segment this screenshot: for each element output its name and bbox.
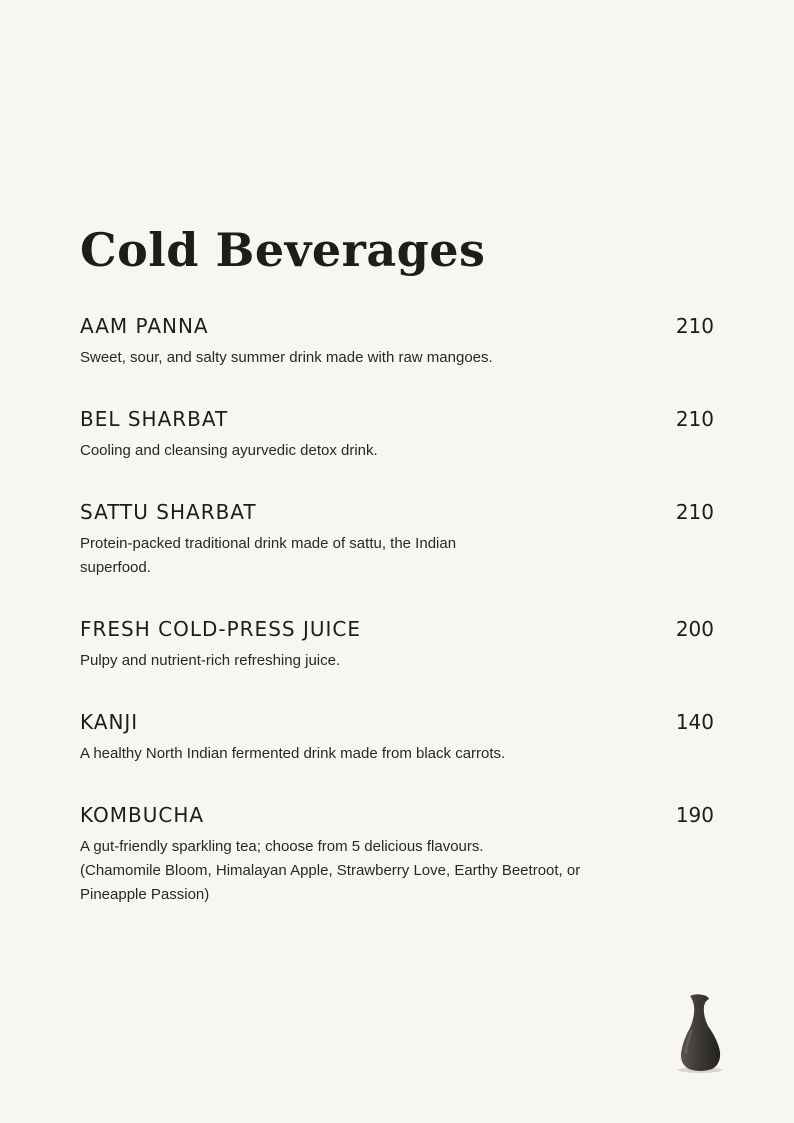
page-title: Cold Beverages [80, 223, 486, 277]
menu-item-price: 210 [675, 500, 714, 524]
menu-item-description: Sweet, sour, and salty summer drink made with raw mangoes. [80, 349, 493, 366]
menu-item-cold-press-juice [80, 615, 714, 673]
menu-item-header [80, 708, 714, 736]
menu-item-description: Pulpy and nutrient-rich refreshing juice. [80, 652, 341, 669]
menu-item-price: 140 [675, 710, 714, 734]
menu-item-kombucha [80, 801, 714, 907]
menu-item-header [80, 498, 714, 526]
menu-item-description: A gut-friendly sparkling tea; choose from 5 delicious flavours. (Chamomile Bloom, Himalayan Apple, Strawberry Love, Earthy Beetroot, or Pineapple Passion) [80, 838, 581, 903]
menu-item-name: AAM PANNA [80, 314, 209, 338]
menu-item-price: 210 [675, 407, 714, 431]
vase-icon [672, 990, 728, 1074]
menu-item-header [80, 615, 714, 643]
menu-item-sattu-sharbat [80, 498, 714, 580]
menu-item-bel-sharbat [80, 405, 714, 463]
menu-page [80, 222, 714, 942]
menu-item-name: FRESH COLD-PRESS JUICE [80, 617, 361, 641]
menu-item-price: 200 [675, 617, 714, 641]
menu-item-price: 190 [675, 803, 714, 827]
menu-item-name: KANJI [80, 710, 139, 734]
menu-item-aam-panna [80, 312, 714, 370]
menu-item-description: Protein-packed traditional drink made of sattu, the Indian superfood. [80, 535, 457, 576]
menu-list [80, 312, 714, 907]
menu-item-description: A healthy North Indian fermented drink made from black carrots. [80, 745, 506, 762]
menu-item-name: SATTU SHARBAT [80, 500, 257, 524]
menu-item-name: KOMBUCHA [80, 803, 205, 827]
menu-item-name: BEL SHARBAT [80, 407, 229, 431]
menu-item-kanji [80, 708, 714, 766]
menu-item-header [80, 312, 714, 340]
menu-item-header [80, 405, 714, 433]
menu-item-price: 210 [675, 314, 714, 338]
menu-item-header [80, 801, 714, 829]
menu-item-description: Cooling and cleansing ayurvedic detox drink. [80, 442, 378, 459]
